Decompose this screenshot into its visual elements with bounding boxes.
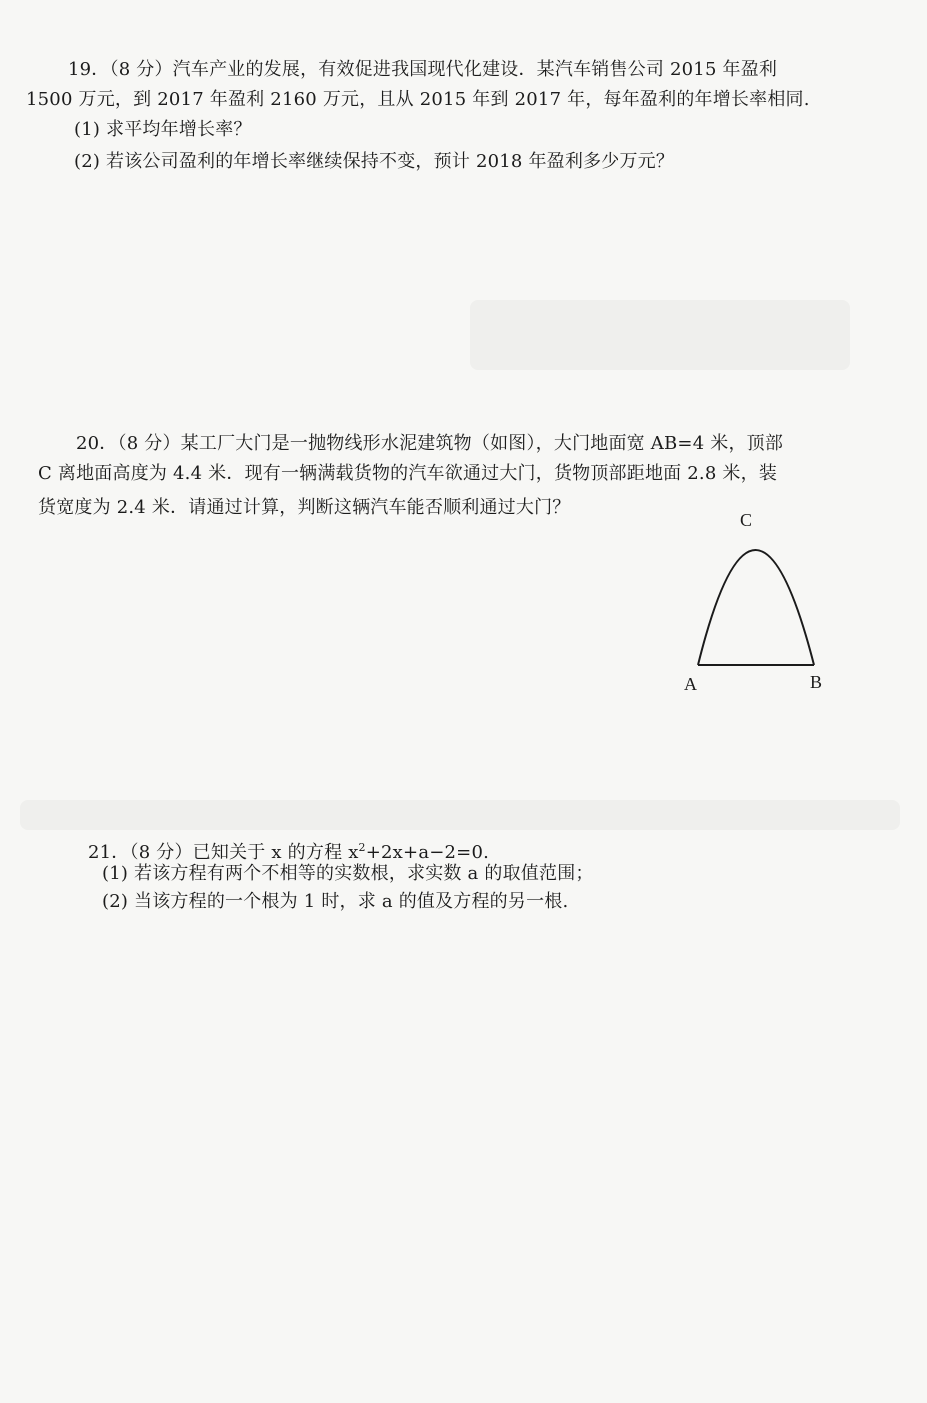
q20-line-2: C 离地面高度为 4.4 米．现有一辆满载货物的汽车欲通过大门，货物顶部距地面 2.8 米，装 (38, 463, 778, 484)
parabola-gate-figure (680, 505, 850, 705)
point-label-b: B (810, 672, 823, 692)
scan-smudge (470, 300, 850, 370)
q21-line-1-suffix: +2x+a−2=0. (365, 842, 490, 863)
point-label-a: A (684, 674, 697, 694)
parabola-arch (698, 550, 814, 665)
q21-line-1 (88, 836, 489, 865)
vertex-label-c: C (740, 510, 753, 530)
q19-line-2: 1500 万元，到 2017 年盈利 2160 万元，且从 2015 年到 2017 年，每年盈利的年增长率相同. (26, 89, 810, 110)
scan-smudge (20, 800, 900, 830)
q21-line-1-prefix: 21．（8 分）已知关于 x 的方程 x (88, 842, 359, 863)
q19-line-1: 19．（8 分）汽车产业的发展，有效促进我国现代化建设．某汽车销售公司 2015 年盈利 (68, 59, 778, 80)
q20-line-1: 20．（8 分）某工厂大门是一抛物线形水泥建筑物（如图），大门地面宽 AB=4 米，顶部 (76, 433, 784, 454)
q21-part-1: (1) 若该方程有两个不相等的实数根，求实数 a 的取值范围； (102, 863, 594, 884)
q19-part-1: (1) 求平均年增长率？ (74, 119, 252, 140)
q19-part-2: (2) 若该公司盈利的年增长率继续保持不变，预计 2018 年盈利多少万元？ (74, 151, 675, 172)
q20-line-3: 货宽度为 2.4 米．请通过计算，判断这辆汽车能否顺利通过大门？ (38, 497, 571, 518)
q21-part-2: (2) 当该方程的一个根为 1 时，求 a 的值及方程的另一根. (102, 891, 569, 912)
q21-exponent: 2 (358, 841, 366, 854)
